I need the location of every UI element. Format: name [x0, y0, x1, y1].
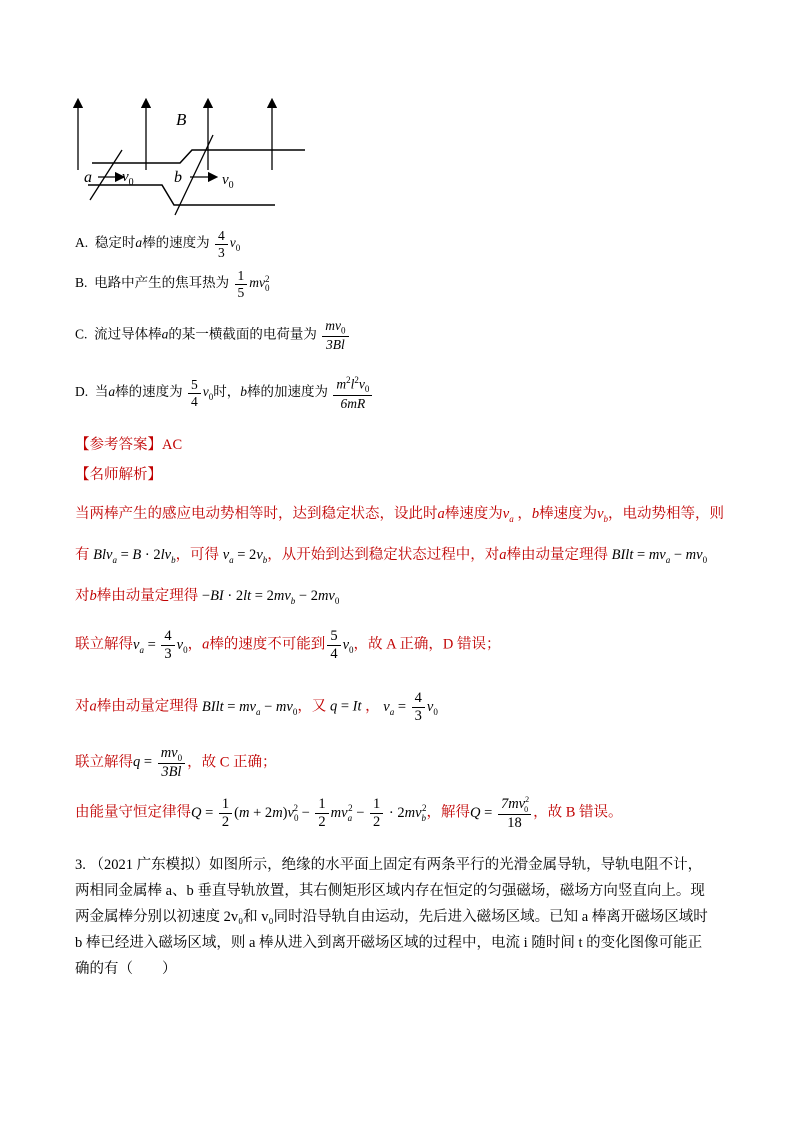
option-a: A. 稳定时a棒的速度为 $\frac{4}{3}$ $v_0$ [75, 228, 241, 260]
solution-line-4: 联立解得$v_a$ = $\frac{4}{3}$ $v_0$，a棒的速度不可能到 $\frac{5}{4}$ $v_0$，故 A 正确，D 错误； [75, 628, 501, 662]
question-3: 3. （2021 广东模拟）如图所示，绝缘的水平面上固定有两条平行的光滑金属导轨，导轨电阻不计，两相同金属棒 a、b 垂直导轨放置，其右侧矩形区域内存在恒定的匀强磁场，磁场方向竖直向上。现两金属棒分别以初速度 2v₀和 v₀同时沿导轨自由运动，先后进入磁场区域。已知 a 棒离开磁场区域时 b 棒已经进入磁场区域，则 a 棒从进入到离开磁场区域的过程中，电流 i 随时间 t 的变化图像可能正确的有（ ） [75, 857, 708, 977]
solution-line-7: 由能量守恒定律得Q = $\frac{1}{2}$ $(m + 2m)v_0^2$ − $\frac{1}{2}$ $mv_a^2$ − $\frac{1}{2}$ · $2mv_b^2$，解得Q = $\frac{7mv^2_0}{18}$ ，故 B 错误。 [75, 795, 623, 831]
analysis-label: 【名师解析】 [75, 467, 162, 483]
solution-line-3: 对b棒由动量定理得 $-BI \cdot 2lt = 2mv_b - 2mv_0$ [75, 588, 340, 606]
option-d: D. 当a棒的速度为 $\frac{5}{4}$ $v_0$时，b棒的加速度为 $\frac{m^2l^2v_0}{6mR}$ [75, 375, 374, 411]
label-b: b [174, 169, 182, 186]
circuit-diagram [70, 95, 310, 220]
answer-label: 【参考答案】AC [75, 437, 183, 453]
option-c: C. 流过导体棒a的某一横截面的电荷量为 $\frac{mv_0}{3Bl}$ [75, 318, 351, 353]
solution-line-1: 当两棒产生的感应电动势相等时，达到稳定状态，设此时a棒速度为$v_a$ ，b棒速度为$v_b$，电动势相等，则 [75, 506, 724, 524]
solution-line-5: 对a棒由动量定理得 BIlt = $mv_a - mv_0$，又 q = It ， $v_a$ = $\frac{4}{3}$ $v_0$ [75, 690, 438, 724]
rod-a [90, 150, 122, 200]
label-a: a [84, 169, 92, 186]
solution-line-2: 有 $Blv_a = B \cdot 2lv_b$，可得 $v_a = 2v_b$，从开始到达到稳定状态过程中，对a棒由动量定理得 BIlt = $mv_a - mv_0$ [75, 547, 708, 565]
label-v0-b: $v_0$ [222, 172, 234, 191]
solution-line-6: 联立解得q = $\frac{mv_0}{3Bl}$ ，故 C 正确； [75, 745, 277, 781]
top-rail [92, 150, 305, 163]
label-v0-a: $v_0$ [122, 169, 134, 188]
label-B: B [176, 110, 187, 129]
option-b: B. 电路中产生的焦耳热为 $\frac{1}{5}$ mv2 0 [75, 268, 270, 300]
